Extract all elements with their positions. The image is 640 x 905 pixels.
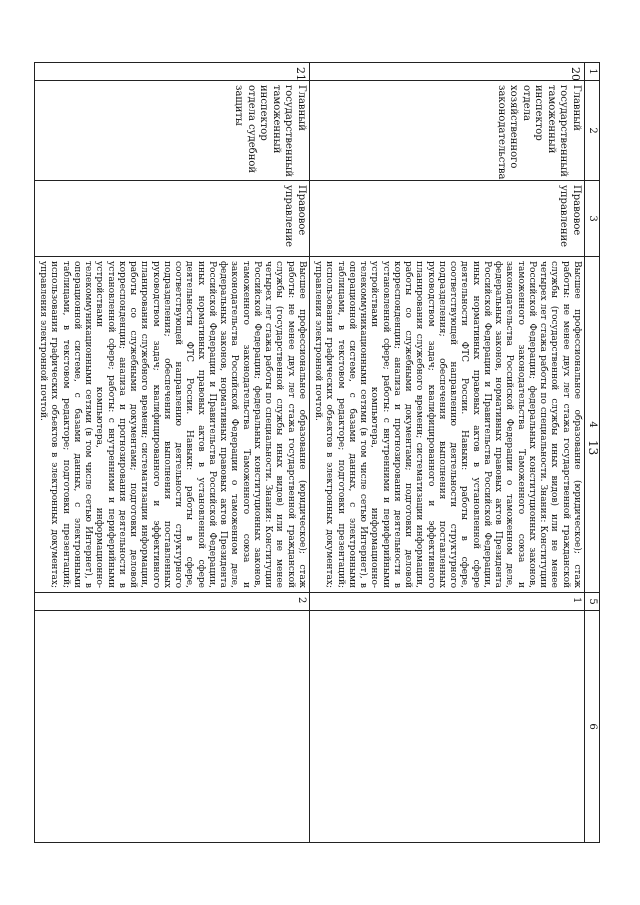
row-number: 20 [309, 63, 584, 81]
positions-count: 1 [309, 593, 584, 611]
note-cell [309, 611, 584, 843]
header-col-3: 3 [584, 181, 599, 257]
positions-table [34, 62, 600, 843]
header-col-4: 4 [584, 257, 599, 593]
table-row [34, 63, 309, 843]
positions-count: 2 [34, 593, 309, 611]
department-name: Правовое управление [309, 181, 584, 257]
header-col-5: 5 [584, 593, 599, 611]
qualification-requirements: Высшее профессиональное образование (юридическое); стаж работы: не менее двух лет стажа государственной гражданской службы (государственной службы иных видов) или не менее четырех лет стажа работы по специальности. Знания: Конституции Российской Федерации; федеральных конституционных законов, таможенного законодательства Таможенного союза и законодательства Российской Федерации о таможенном деле, федеральных законов, нормативных правовых актов Президента Российской Федерации и Правительства Российской Федерации, иных нормативных правовых актов в установленной сфере деятельности ФТС России. Навыки: работы в сфере, соответствующей направлению деятельности структурного подразделения; обеспечения выполнения поставленных руководством задач; квалифицированного и эффективного планирования служебного времени; систематизации информации, работы со служебными документами; подготовки деловой корреспонденции; анализа и прогнозирования деятельности в установленной сфере; работы: с внутренними и периферийными устройствами компьютера, информационно-телекоммуникационными сетями (в том числе сетью Интернет), в операционной системе, с базами данных, с электронными таблицами, в текстовом редакторе; подготовки презентаций; использования графических объектов в электронных документах; управления электронной почтой. [309, 257, 584, 593]
qualification-requirements: Высшее профессиональное образование (юридическое); стаж работы: не менее двух лет стажа государственной гражданской службы (государственной службы иных видов) или не менее четырех лет стажа работы по специальности. Знания: Конституции Российской Федерации; федеральных конституционных законов, таможенного законодательства Таможенного союза и законодательства Российской Федерации о таможенном деле, федеральных законов, нормативных правовых актов Президента Российской Федерации и Правительства Российской Федерации, иных нормативных правовых актов в установленной сфере деятельности ФТС России. Навыки: работы в сфере, соответствующей направлению деятельности структурного подразделения; обеспечения выполнения поставленных руководством задач; квалифицированного и эффективного планирования служебного времени; систематизации информации, работы со служебными документами; подготовки деловой корреспонденции; анализа и прогнозирования деятельности в установленной сфере; работы: с внутренними и периферийными устройствами компьютера, информационно-телекоммуникационными сетями (в том числе сетью Интернет), в операционной системе, с базами данных, с электронными таблицами, в текстовом редакторе; подготовки презентаций; использования графических объектов в электронных документах; управления электронной почтой. [34, 257, 309, 593]
row-number: 21 [34, 63, 309, 81]
department-name: Правовое управление [34, 181, 309, 257]
table-row [309, 63, 584, 843]
header-col-1: 1 [584, 63, 599, 81]
rotated-table-container [38, 62, 600, 842]
position-title: Главный государственный таможенный инспектор отдела хозяйственного законодательства [309, 81, 584, 181]
position-title: Главный государственный таможенный инспектор отдела судебной защиты [34, 81, 309, 181]
note-cell [34, 611, 309, 843]
header-row [584, 63, 599, 843]
header-col-2: 2 [584, 81, 599, 181]
header-col-6: 6 [584, 611, 599, 843]
page-number: 13 [586, 440, 600, 456]
